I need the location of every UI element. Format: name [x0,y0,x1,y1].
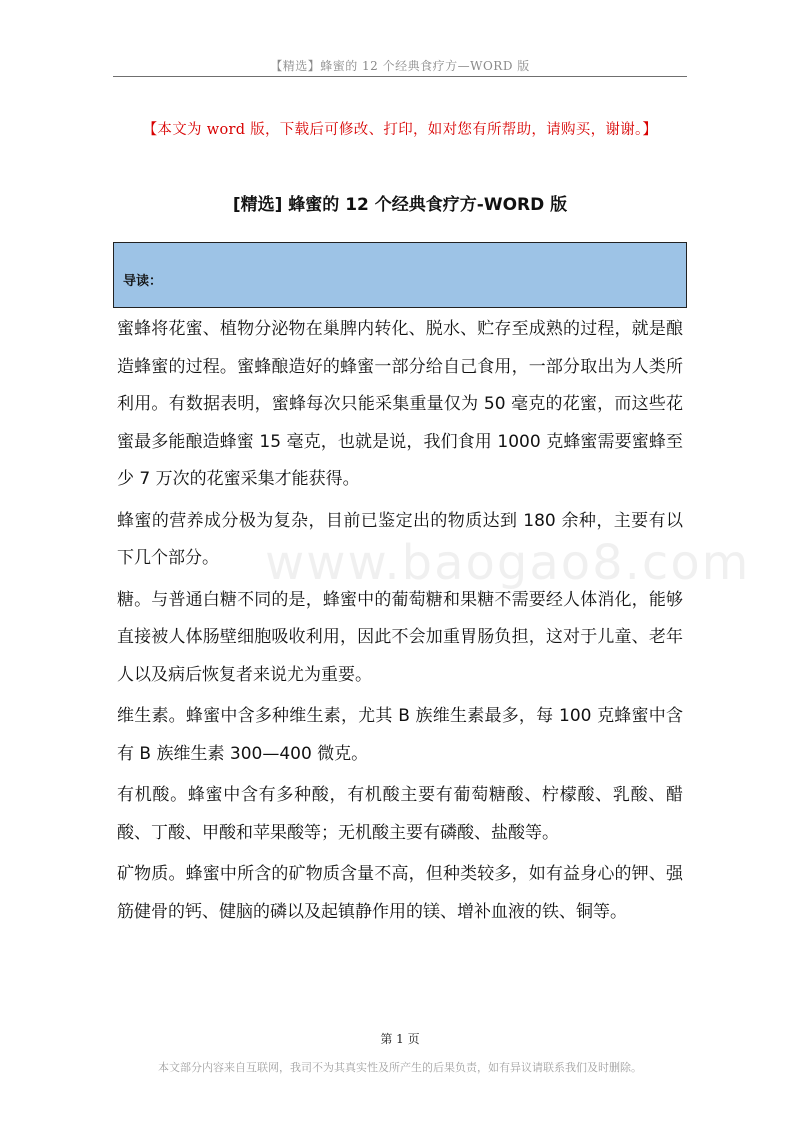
guide-box [113,242,687,308]
guide-label: 导读： [123,274,163,289]
paragraph-intro: 蜜蜂将花蜜、植物分泌物在巢脾内转化、脱水、贮存至成熟的过程，就是酿造蜂蜜的过程。蜜蜂酿造好的蜂蜜一部分给自己食用，一部分取出为人类所利用。有数据表明，蜜蜂每次只能采集重量仅为 50 毫克的花蜜，而这些花蜜最多能酿造蜂蜜 15 毫克，也就是说，我们食用 1000 克蜂蜜需要蜜蜂至少 7 万次的花蜜采集才能获得。 [117,319,683,489]
paragraph-vitamins: 维生素。蜂蜜中含多种维生素，尤其 B 族维生素最多，每 100 克蜂蜜中含有 B 族维生素 300—400 微克。 [117,706,683,764]
footer-disclaimer: 本文部分内容来自互联网，我司不为其真实性及所产生的后果负责，如有异议请联系我们及时删除。 [158,1061,642,1074]
paragraph-nutrition: 蜂蜜的营养成分极为复杂，目前已鉴定出的物质达到 180 余种，主要有以下几个部分。 [117,510,683,568]
paragraph-sugar: 糖。与普通白糖不同的是，蜂蜜中的葡萄糖和果糖不需要经人体消化，能够直接被人体肠壁细胞吸收利用，因此不会加重胃肠负担，这对于儿童、老年人以及病后恢复者来说尤为重要。 [117,589,683,685]
header-divider [113,76,687,77]
download-notice: 【本文为 word 版，下载后可修改、打印，如对您有所帮助，请购买，谢谢。】 [142,122,658,138]
paragraph-acids: 有机酸。蜂蜜中含有多种酸，有机酸主要有葡萄糖酸、柠檬酸、乳酸、醋酸、丁酸、甲酸和苹果酸等；无机酸主要有磷酸、盐酸等。 [117,785,683,843]
page-number: 第 1 页 [380,1032,420,1046]
watermark: www.baogao8.com [265,535,751,591]
page-header: 【精选】蜂蜜的 12 个经典食疗方—WORD 版 [270,59,530,73]
document-title: [精选] 蜂蜜的 12 个经典食疗方-WORD 版 [232,195,568,215]
paragraph-minerals: 矿物质。蜂蜜中所含的矿物质含量不高，但种类较多，如有益身心的钾、强筋健骨的钙、健脑的磷以及起镇静作用的镁、增补血液的铁、铜等。 [117,864,683,922]
body-text [117,311,683,935]
